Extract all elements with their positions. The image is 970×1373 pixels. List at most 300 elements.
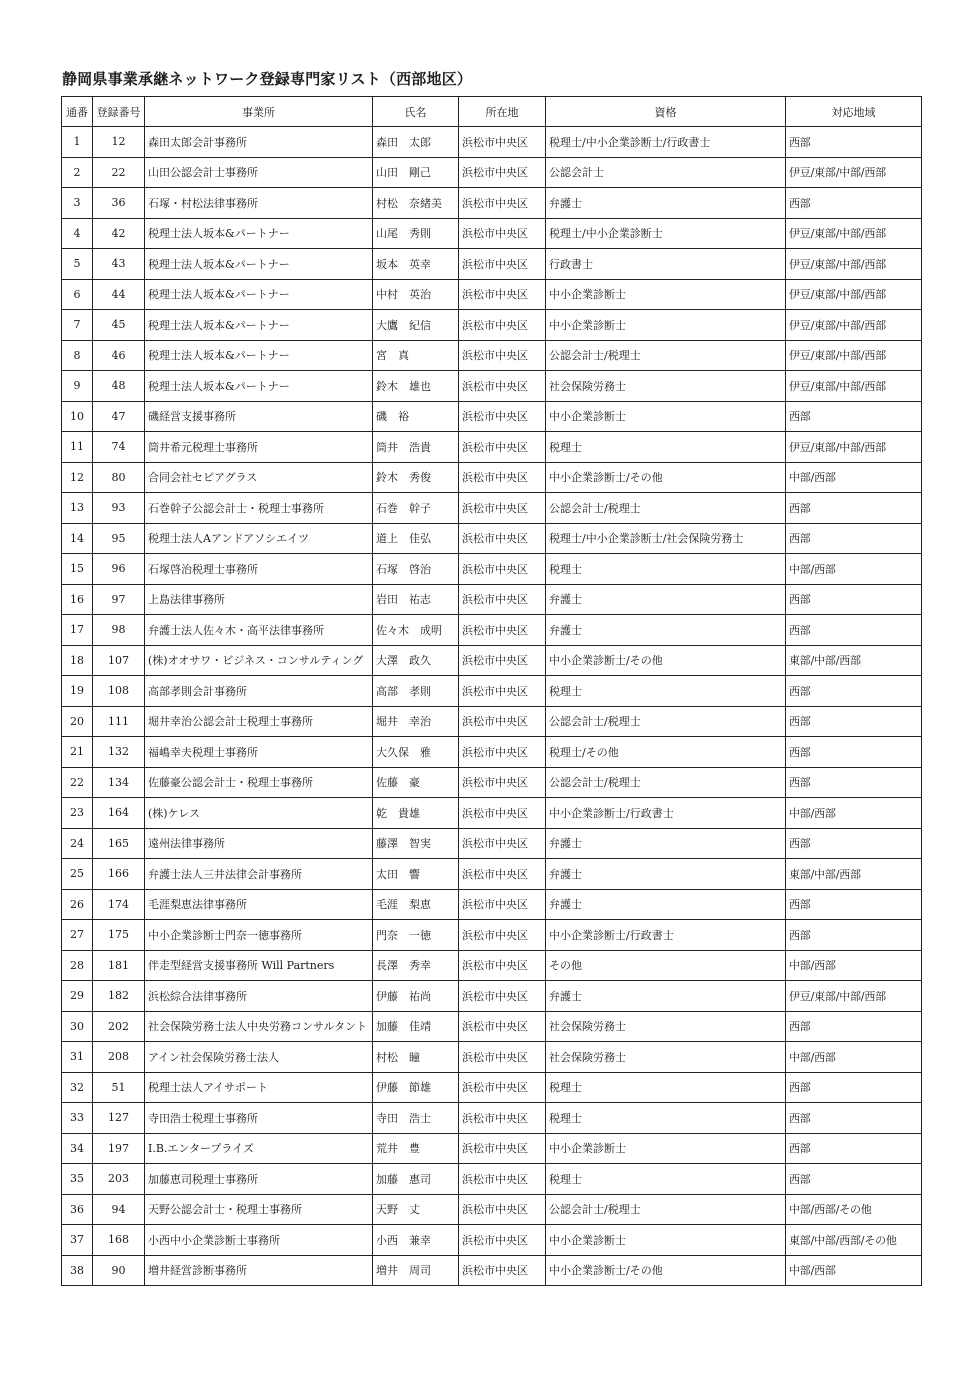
serial-cell: 22	[62, 767, 93, 798]
qualification-cell: その他	[546, 950, 786, 981]
location-cell: 浜松市中央区	[459, 1194, 546, 1225]
registration-number-cell: 127	[93, 1103, 145, 1134]
name-cell: 岩田 祐志	[373, 584, 459, 615]
qualification-cell: 税理士	[546, 1072, 786, 1103]
serial-cell: 24	[62, 828, 93, 859]
registration-number-cell: 203	[93, 1164, 145, 1195]
name-cell: 大澤 政久	[373, 645, 459, 676]
region-cell: 中部/西部	[786, 554, 922, 585]
region-cell: 西部	[786, 1011, 922, 1042]
region-cell: 西部	[786, 1072, 922, 1103]
office-cell: 石塚啓治税理士事務所	[145, 554, 373, 585]
office-cell: 石塚・村松法律事務所	[145, 188, 373, 219]
location-cell: 浜松市中央区	[459, 615, 546, 646]
serial-cell: 18	[62, 645, 93, 676]
location-cell: 浜松市中央区	[459, 950, 546, 981]
qualification-cell: 弁護士	[546, 889, 786, 920]
region-cell: 西部	[786, 828, 922, 859]
region-cell: 西部	[786, 737, 922, 768]
region-cell: 東部/中部/西部	[786, 645, 922, 676]
office-cell: 弁護士法人三井法律会計事務所	[145, 859, 373, 890]
name-cell: 門奈 一徳	[373, 920, 459, 951]
qualification-cell: 中小企業診断士	[546, 279, 786, 310]
serial-cell: 9	[62, 371, 93, 402]
name-cell: 乾 貴雄	[373, 798, 459, 829]
table-row	[62, 1072, 922, 1103]
serial-cell: 19	[62, 676, 93, 707]
region-cell: 伊豆/東部/中部/西部	[786, 249, 922, 280]
serial-cell: 34	[62, 1133, 93, 1164]
region-cell: 西部	[786, 706, 922, 737]
registration-number-cell: 48	[93, 371, 145, 402]
location-cell: 浜松市中央区	[459, 340, 546, 371]
location-cell: 浜松市中央区	[459, 645, 546, 676]
office-cell: 佐藤豪公認会計士・税理士事務所	[145, 767, 373, 798]
qualification-cell: 税理士/中小企業診断士/社会保険労務士	[546, 523, 786, 554]
name-cell: 鈴木 雄也	[373, 371, 459, 402]
registration-number-cell: 12	[93, 127, 145, 158]
office-cell: 毛涯梨恵法律事務所	[145, 889, 373, 920]
table-row	[62, 1225, 922, 1256]
registration-number-cell: 51	[93, 1072, 145, 1103]
registration-number-cell: 90	[93, 1255, 145, 1286]
region-cell: 西部	[786, 1103, 922, 1134]
serial-cell: 1	[62, 127, 93, 158]
qualification-cell: 税理士	[546, 554, 786, 585]
region-cell: 伊豆/東部/中部/西部	[786, 310, 922, 341]
office-cell: アイン社会保険労務士法人	[145, 1042, 373, 1073]
qualification-cell: 公認会計士	[546, 157, 786, 188]
region-cell: 中部/西部	[786, 1255, 922, 1286]
qualification-cell: 公認会計士/税理士	[546, 493, 786, 524]
table-row	[62, 615, 922, 646]
table-row	[62, 127, 922, 158]
office-cell: 社会保険労務士法人中央労務コンサルタント	[145, 1011, 373, 1042]
registration-number-cell: 46	[93, 340, 145, 371]
location-cell: 浜松市中央区	[459, 737, 546, 768]
table-row	[62, 1042, 922, 1073]
table-row	[62, 462, 922, 493]
name-cell: 坂本 英幸	[373, 249, 459, 280]
name-cell: 佐々木 成明	[373, 615, 459, 646]
name-cell: 藤澤 智実	[373, 828, 459, 859]
registration-number-cell: 36	[93, 188, 145, 219]
table-row	[62, 920, 922, 951]
table-row	[62, 279, 922, 310]
location-cell: 浜松市中央区	[459, 401, 546, 432]
table-row	[62, 706, 922, 737]
serial-cell: 8	[62, 340, 93, 371]
table-row	[62, 432, 922, 463]
table-row	[62, 1194, 922, 1225]
location-cell: 浜松市中央区	[459, 920, 546, 951]
region-cell: 伊豆/東部/中部/西部	[786, 218, 922, 249]
region-cell: 伊豆/東部/中部/西部	[786, 340, 922, 371]
region-cell: 西部	[786, 767, 922, 798]
office-cell: 小西中小企業診断士事務所	[145, 1225, 373, 1256]
name-cell: 小西 兼幸	[373, 1225, 459, 1256]
location-cell: 浜松市中央区	[459, 127, 546, 158]
qualification-cell: 中小企業診断士/行政書士	[546, 920, 786, 951]
name-cell: 森田 太郎	[373, 127, 459, 158]
office-cell: 税理士法人坂本&パートナー	[145, 218, 373, 249]
region-cell: 西部	[786, 523, 922, 554]
registration-number-cell: 108	[93, 676, 145, 707]
table-row	[62, 950, 922, 981]
region-cell: 中部/西部	[786, 1042, 922, 1073]
location-cell: 浜松市中央区	[459, 1133, 546, 1164]
registration-number-cell: 107	[93, 645, 145, 676]
office-cell: 福嶋幸夫税理士事務所	[145, 737, 373, 768]
name-cell: 寺田 浩士	[373, 1103, 459, 1134]
region-cell: 中部/西部	[786, 462, 922, 493]
serial-cell: 13	[62, 493, 93, 524]
qualification-cell: 社会保険労務士	[546, 1011, 786, 1042]
qualification-cell: 税理士	[546, 1103, 786, 1134]
serial-cell: 26	[62, 889, 93, 920]
serial-cell: 28	[62, 950, 93, 981]
office-cell: 税理士法人坂本&パートナー	[145, 249, 373, 280]
serial-cell: 29	[62, 981, 93, 1012]
name-cell: 中村 英治	[373, 279, 459, 310]
table-row	[62, 249, 922, 280]
region-cell: 西部	[786, 889, 922, 920]
table-row	[62, 157, 922, 188]
serial-cell: 25	[62, 859, 93, 890]
region-cell: 伊豆/東部/中部/西部	[786, 371, 922, 402]
registration-number-cell: 182	[93, 981, 145, 1012]
table-row	[62, 584, 922, 615]
qualification-cell: 弁護士	[546, 981, 786, 1012]
location-cell: 浜松市中央区	[459, 523, 546, 554]
registration-number-cell: 74	[93, 432, 145, 463]
region-cell: 西部	[786, 584, 922, 615]
office-cell: 堀井幸治公認会計士税理士事務所	[145, 706, 373, 737]
location-cell: 浜松市中央区	[459, 1225, 546, 1256]
name-cell: 石塚 啓治	[373, 554, 459, 585]
office-cell: 合同会社セピアグラス	[145, 462, 373, 493]
location-cell: 浜松市中央区	[459, 889, 546, 920]
location-cell: 浜松市中央区	[459, 981, 546, 1012]
office-cell: (株)ケレス	[145, 798, 373, 829]
office-cell: (株)オオサワ・ビジネス・コンサルティング	[145, 645, 373, 676]
table-row	[62, 1133, 922, 1164]
registration-number-cell: 47	[93, 401, 145, 432]
name-cell: 道上 佳弘	[373, 523, 459, 554]
location-cell: 浜松市中央区	[459, 1164, 546, 1195]
registration-number-cell: 80	[93, 462, 145, 493]
table-row	[62, 1164, 922, 1195]
region-cell: 伊豆/東部/中部/西部	[786, 432, 922, 463]
name-cell: 伊藤 祐尚	[373, 981, 459, 1012]
qualification-cell: 税理士/中小企業診断士	[546, 218, 786, 249]
serial-cell: 10	[62, 401, 93, 432]
name-cell: 鈴木 秀俊	[373, 462, 459, 493]
location-cell: 浜松市中央区	[459, 1042, 546, 1073]
registration-number-cell: 174	[93, 889, 145, 920]
region-cell: 伊豆/東部/中部/西部	[786, 279, 922, 310]
region-cell: 西部	[786, 127, 922, 158]
name-cell: 高部 孝則	[373, 676, 459, 707]
qualification-cell: 社会保険労務士	[546, 371, 786, 402]
qualification-cell: 公認会計士/税理士	[546, 1194, 786, 1225]
office-cell: 寺田浩士税理士事務所	[145, 1103, 373, 1134]
name-cell: 増井 周司	[373, 1255, 459, 1286]
table-row	[62, 218, 922, 249]
table-row	[62, 401, 922, 432]
office-cell: I.B.エンタープライズ	[145, 1133, 373, 1164]
office-cell: 山田公認会計士事務所	[145, 157, 373, 188]
qualification-cell: 税理士	[546, 432, 786, 463]
serial-cell: 7	[62, 310, 93, 341]
table-row	[62, 798, 922, 829]
location-cell: 浜松市中央区	[459, 279, 546, 310]
name-cell: 堀井 幸治	[373, 706, 459, 737]
registration-number-cell: 43	[93, 249, 145, 280]
serial-cell: 31	[62, 1042, 93, 1073]
location-cell: 浜松市中央区	[459, 828, 546, 859]
location-cell: 浜松市中央区	[459, 188, 546, 219]
office-cell: 加藤恵司税理士事務所	[145, 1164, 373, 1195]
table-row	[62, 371, 922, 402]
region-cell: 西部	[786, 676, 922, 707]
location-cell: 浜松市中央区	[459, 1011, 546, 1042]
qualification-cell: 弁護士	[546, 584, 786, 615]
name-cell: 山田 剛己	[373, 157, 459, 188]
serial-cell: 38	[62, 1255, 93, 1286]
location-cell: 浜松市中央区	[459, 706, 546, 737]
registration-number-cell: 165	[93, 828, 145, 859]
location-cell: 浜松市中央区	[459, 1255, 546, 1286]
name-cell: 村松 瞳	[373, 1042, 459, 1073]
region-cell: 西部	[786, 188, 922, 219]
name-cell: 太田 響	[373, 859, 459, 890]
table-row	[62, 340, 922, 371]
table-row	[62, 1011, 922, 1042]
registration-number-cell: 166	[93, 859, 145, 890]
registration-number-cell: 134	[93, 767, 145, 798]
location-cell: 浜松市中央区	[459, 310, 546, 341]
page-title: 静岡県事業承継ネットワーク登録専門家リスト（西部地区）	[62, 70, 473, 88]
location-cell: 浜松市中央区	[459, 493, 546, 524]
qualification-cell: 中小企業診断士	[546, 1133, 786, 1164]
serial-cell: 30	[62, 1011, 93, 1042]
name-cell: 天野 丈	[373, 1194, 459, 1225]
office-cell: 遠州法律事務所	[145, 828, 373, 859]
serial-cell: 12	[62, 462, 93, 493]
location-cell: 浜松市中央区	[459, 676, 546, 707]
name-cell: 伊藤 節雄	[373, 1072, 459, 1103]
table-row	[62, 1255, 922, 1286]
registration-number-cell: 95	[93, 523, 145, 554]
qualification-cell: 中小企業診断士	[546, 401, 786, 432]
name-cell: 加藤 惠司	[373, 1164, 459, 1195]
office-cell: 税理士法人Aアンドアソシエイツ	[145, 523, 373, 554]
serial-cell: 20	[62, 706, 93, 737]
column-header-registration-number: 登録番号	[93, 97, 145, 127]
serial-cell: 33	[62, 1103, 93, 1134]
serial-cell: 14	[62, 523, 93, 554]
registration-number-cell: 164	[93, 798, 145, 829]
region-cell: 西部	[786, 1164, 922, 1195]
location-cell: 浜松市中央区	[459, 218, 546, 249]
serial-cell: 37	[62, 1225, 93, 1256]
registration-number-cell: 168	[93, 1225, 145, 1256]
region-cell: 西部	[786, 920, 922, 951]
office-cell: 弁護士法人佐々木・高平法律事務所	[145, 615, 373, 646]
qualification-cell: 公認会計士/税理士	[546, 340, 786, 371]
name-cell: 山尾 秀則	[373, 218, 459, 249]
serial-cell: 17	[62, 615, 93, 646]
qualification-cell: 弁護士	[546, 188, 786, 219]
name-cell: 筒井 浩貴	[373, 432, 459, 463]
region-cell: 西部	[786, 1133, 922, 1164]
qualification-cell: 弁護士	[546, 615, 786, 646]
office-cell: 浜松綜合法律事務所	[145, 981, 373, 1012]
qualification-cell: 中小企業診断士	[546, 1225, 786, 1256]
region-cell: 中部/西部	[786, 950, 922, 981]
registration-number-cell: 175	[93, 920, 145, 951]
office-cell: 石巻幹子公認会計士・税理士事務所	[145, 493, 373, 524]
qualification-cell: 公認会計士/税理士	[546, 706, 786, 737]
office-cell: 伴走型経営支援事務所 Will Partners	[145, 950, 373, 981]
location-cell: 浜松市中央区	[459, 1103, 546, 1134]
serial-cell: 3	[62, 188, 93, 219]
qualification-cell: 中小企業診断士/行政書士	[546, 798, 786, 829]
office-cell: 上島法律事務所	[145, 584, 373, 615]
serial-cell: 4	[62, 218, 93, 249]
qualification-cell: 公認会計士/税理士	[546, 767, 786, 798]
column-header-name: 氏名	[373, 97, 459, 127]
registration-number-cell: 181	[93, 950, 145, 981]
office-cell: 天野公認会計士・税理士事務所	[145, 1194, 373, 1225]
registration-number-cell: 208	[93, 1042, 145, 1073]
registration-number-cell: 42	[93, 218, 145, 249]
table-row	[62, 676, 922, 707]
qualification-cell: 中小企業診断士/その他	[546, 1255, 786, 1286]
office-cell: 高部孝則会計事務所	[145, 676, 373, 707]
name-cell: 村松 奈緒美	[373, 188, 459, 219]
qualification-cell: 中小企業診断士/その他	[546, 462, 786, 493]
table-row	[62, 645, 922, 676]
region-cell: 西部	[786, 615, 922, 646]
name-cell: 大久保 雅	[373, 737, 459, 768]
serial-cell: 5	[62, 249, 93, 280]
serial-cell: 11	[62, 432, 93, 463]
office-cell: 税理士法人アイサポート	[145, 1072, 373, 1103]
column-header-qualification: 資格	[546, 97, 786, 127]
location-cell: 浜松市中央区	[459, 554, 546, 585]
registration-number-cell: 197	[93, 1133, 145, 1164]
location-cell: 浜松市中央区	[459, 1072, 546, 1103]
table-row	[62, 1103, 922, 1134]
table-row	[62, 523, 922, 554]
name-cell: 大鷹 紀信	[373, 310, 459, 341]
office-cell: 磯経営支援事務所	[145, 401, 373, 432]
qualification-cell: 税理士/中小企業診断士/行政書士	[546, 127, 786, 158]
qualification-cell: 弁護士	[546, 828, 786, 859]
table-row	[62, 767, 922, 798]
table-body	[62, 127, 922, 1286]
table-row	[62, 859, 922, 890]
office-cell: 筒井希元税理士事務所	[145, 432, 373, 463]
expert-list-table	[61, 96, 922, 1286]
table-row	[62, 310, 922, 341]
serial-cell: 15	[62, 554, 93, 585]
office-cell: 森田太郎会計事務所	[145, 127, 373, 158]
serial-cell: 16	[62, 584, 93, 615]
qualification-cell: 中小企業診断士/その他	[546, 645, 786, 676]
qualification-cell: 税理士	[546, 1164, 786, 1195]
location-cell: 浜松市中央区	[459, 157, 546, 188]
qualification-cell: 中小企業診断士	[546, 310, 786, 341]
column-header-region: 対応地域	[786, 97, 922, 127]
region-cell: 伊豆/東部/中部/西部	[786, 981, 922, 1012]
table-row	[62, 554, 922, 585]
location-cell: 浜松市中央区	[459, 432, 546, 463]
qualification-cell: 社会保険労務士	[546, 1042, 786, 1073]
name-cell: 加藤 佳靖	[373, 1011, 459, 1042]
region-cell: 東部/中部/西部	[786, 859, 922, 890]
registration-number-cell: 132	[93, 737, 145, 768]
serial-cell: 2	[62, 157, 93, 188]
qualification-cell: 行政書士	[546, 249, 786, 280]
location-cell: 浜松市中央区	[459, 371, 546, 402]
table-row	[62, 981, 922, 1012]
registration-number-cell: 111	[93, 706, 145, 737]
office-cell: 税理士法人坂本&パートナー	[145, 310, 373, 341]
serial-cell: 6	[62, 279, 93, 310]
region-cell: 西部	[786, 401, 922, 432]
serial-cell: 21	[62, 737, 93, 768]
column-header-office: 事業所	[145, 97, 373, 127]
location-cell: 浜松市中央区	[459, 249, 546, 280]
registration-number-cell: 202	[93, 1011, 145, 1042]
office-cell: 税理士法人坂本&パートナー	[145, 279, 373, 310]
office-cell: 増井経営診断事務所	[145, 1255, 373, 1286]
location-cell: 浜松市中央区	[459, 859, 546, 890]
table-row	[62, 493, 922, 524]
qualification-cell: 税理士/その他	[546, 737, 786, 768]
registration-number-cell: 98	[93, 615, 145, 646]
column-header-location: 所在地	[459, 97, 546, 127]
location-cell: 浜松市中央区	[459, 798, 546, 829]
office-cell: 税理士法人坂本&パートナー	[145, 371, 373, 402]
registration-number-cell: 94	[93, 1194, 145, 1225]
name-cell: 荒井 豊	[373, 1133, 459, 1164]
name-cell: 長澤 秀幸	[373, 950, 459, 981]
serial-cell: 23	[62, 798, 93, 829]
region-cell: 中部/西部	[786, 798, 922, 829]
office-cell: 中小企業診断士門奈一徳事務所	[145, 920, 373, 951]
location-cell: 浜松市中央区	[459, 462, 546, 493]
registration-number-cell: 97	[93, 584, 145, 615]
name-cell: 佐藤 豪	[373, 767, 459, 798]
serial-cell: 32	[62, 1072, 93, 1103]
registration-number-cell: 96	[93, 554, 145, 585]
serial-cell: 36	[62, 1194, 93, 1225]
name-cell: 宮 真	[373, 340, 459, 371]
region-cell: 西部	[786, 493, 922, 524]
table-row	[62, 889, 922, 920]
region-cell: 東部/中部/西部/その他	[786, 1225, 922, 1256]
qualification-cell: 弁護士	[546, 859, 786, 890]
table-row	[62, 737, 922, 768]
location-cell: 浜松市中央区	[459, 584, 546, 615]
qualification-cell: 税理士	[546, 676, 786, 707]
table-row	[62, 828, 922, 859]
table-header-row	[62, 97, 922, 127]
